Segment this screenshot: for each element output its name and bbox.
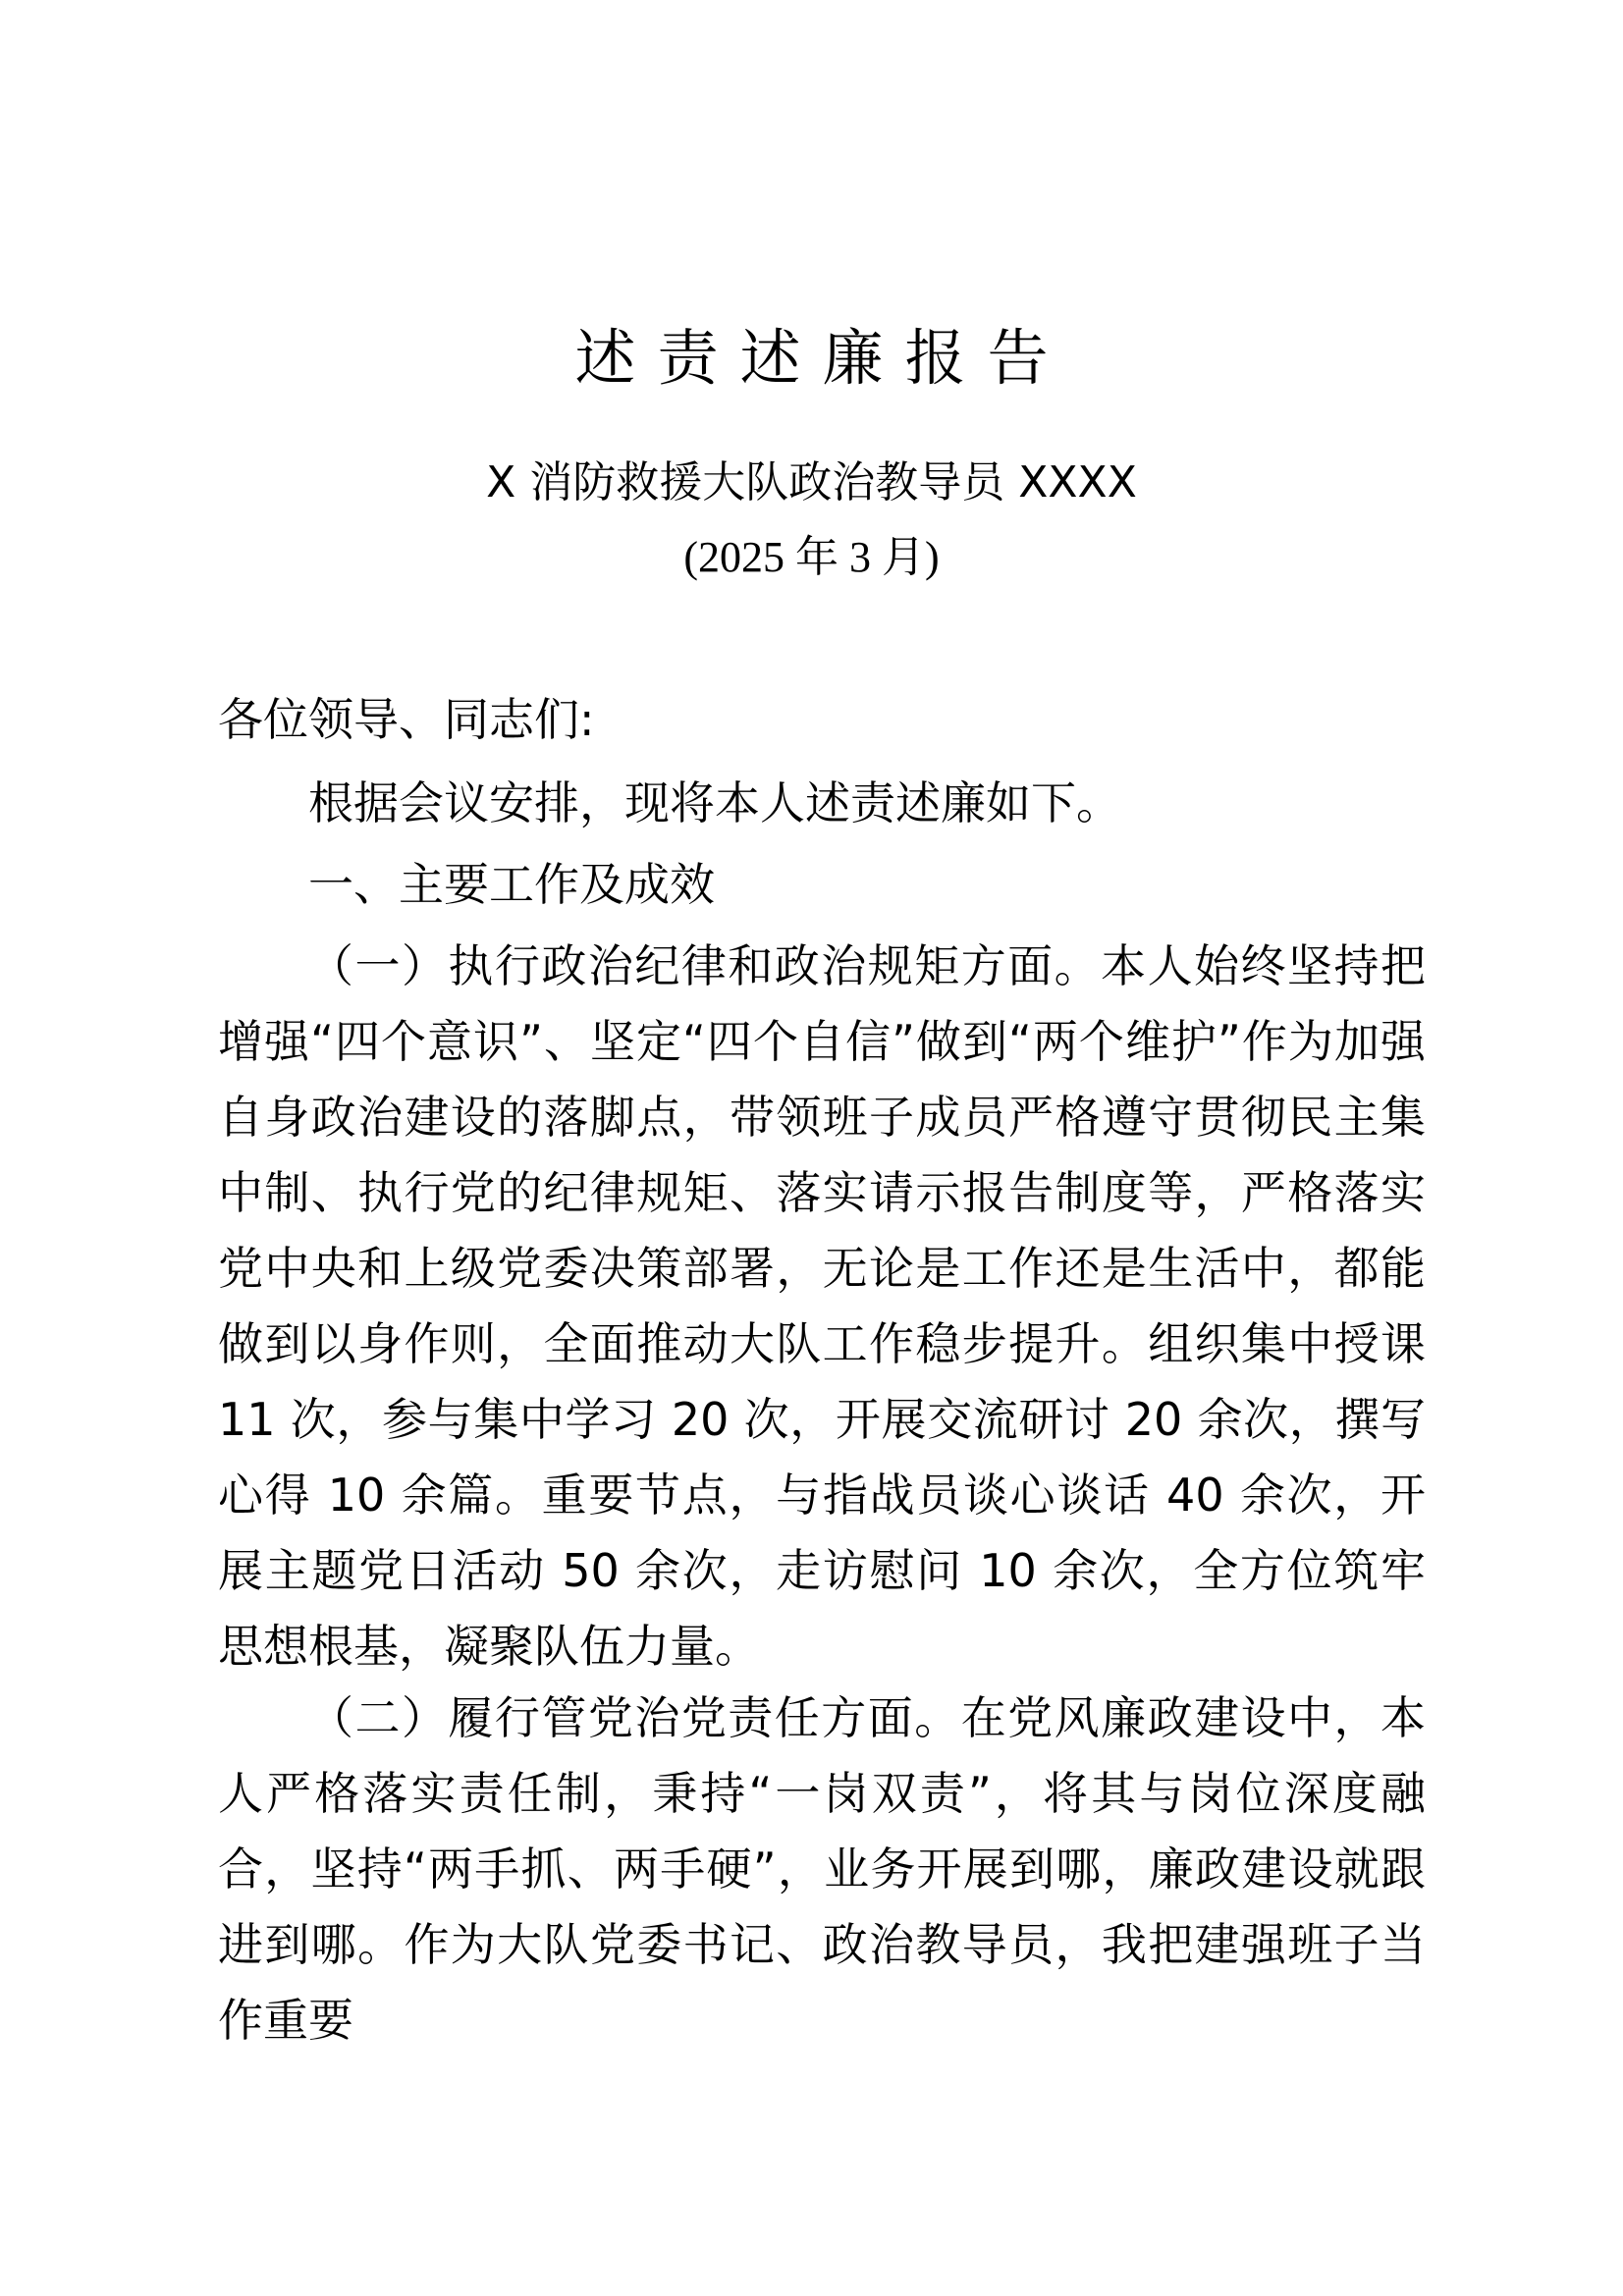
- document-title: 述责述廉报告: [574, 322, 1070, 394]
- section-heading-main-work: 一、主要工作及成效: [308, 858, 715, 911]
- paragraph-party-governance: （二）履行管党治党责任方面。在党风廉政建设中，本人严格落实责任制，秉持“一岗双责”，将其与岗位深度融合，坚持“两手抓、两手硬”，业务开展到哪，廉政建设就跟进到哪。作为大队党委书记、政治教导员，我把建强班子当作重要: [218, 1691, 1426, 2047]
- paragraph-political-discipline: （一）执行政治纪律和政治规矩方面。本人始终坚持把增强“四个意识”、坚定“四个自信”做到“两个维护”作为加强自身政治建设的落脚点，带领班子成员严格遵守贯彻民主集中制、执行党的纪律规矩、落实请示报告制度等，严格落实党中央和上级党委决策部署，无论是工作还是生活中，都能做到以身作则，全面推动大队工作稳步提升。组织集中授课 11 次，参与集中学习 20 次，开展交流研讨 20 余次，撰写心得 10 余篇。重要节点，与指战员谈心谈话 40 余次，开展主题党日活动 50 余次，走访慰问 10 余次，全方位筑牢思想根基，凝聚队伍力量。: [218, 939, 1426, 1673]
- intro-paragraph: 根据会议安排，现将本人述责述廉如下。: [308, 776, 1121, 829]
- salutation: 各位领导、同志们:: [218, 693, 595, 746]
- document-date: (2025 年 3 月): [683, 533, 940, 581]
- document-author-line: X 消防救援大队政治教导员 XXXX: [486, 457, 1137, 507]
